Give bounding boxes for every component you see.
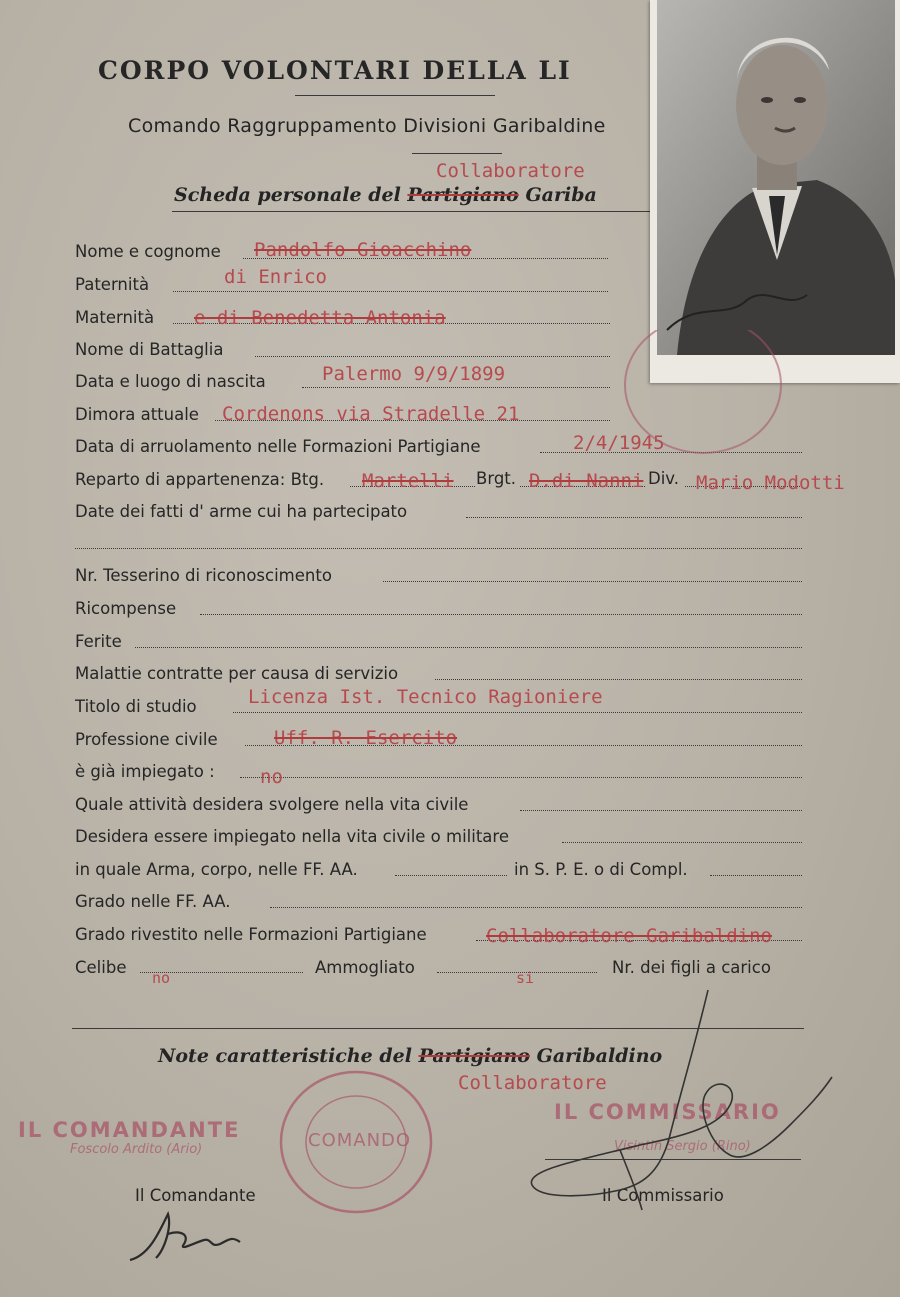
commissario-signature-icon [520,985,850,1215]
arma-line [395,875,507,876]
notes-correction: Collaboratore [458,1072,607,1094]
titolo-line [233,712,802,713]
desidera-line [562,842,802,843]
portrait-image [657,0,895,355]
form-title [174,184,597,206]
ammogliato-label: Ammogliato [315,958,415,977]
battaglia-line [255,356,610,357]
professione-value: Uff. R. Esercito [274,727,458,749]
nome-value: Pandolfo Gioacchino [254,239,472,261]
ricompense-label: Ricompense [75,599,177,618]
photo-stamp-icon [618,330,788,460]
paternita-line [173,291,608,292]
form-title-correction: Collaboratore [436,160,585,182]
fatti-line-2 [75,548,802,549]
nascita-label: Data e luogo di nascita [75,372,266,391]
paternita-value: di Enrico [224,266,327,288]
commissario-name: Visintin Sergio (Rino) [614,1139,751,1154]
comandante-label: Il Comandante [135,1186,256,1205]
spe-label: in S. P. E. o di Compl. [514,860,688,879]
titolo-label: Titolo di studio [75,697,197,716]
fatti-label: Date dei fatti d' arme cui ha partecipato [75,502,408,521]
document-title: CORPO VOLONTARI DELLA LI [98,56,572,85]
person-portrait-icon [657,0,895,355]
stamp-commissario: IL COMMISSARIO [554,1100,781,1124]
ammogliato-value: si [516,969,535,987]
ferite-line [135,647,802,648]
form-title-underline [172,211,650,212]
grado-ffaa-line [270,907,802,908]
attivita-line [520,810,802,811]
document-subtitle: Comando Raggruppamento Divisioni Garibaldine [128,115,606,137]
commissario-label: Il Commissario [602,1186,724,1205]
comandante-name: Foscolo Ardito (Ario) [70,1142,203,1157]
attivita-label: Quale attività desidera svolgere nella vita civile [75,795,469,814]
dimora-value: Cordenons via Stradelle 21 [222,403,520,425]
div-value: Mario Modotti [696,472,845,494]
form-title-suffix: Gariba [525,184,597,206]
desidera-label: Desidera essere impiegato nella vita civile o militare [75,827,509,846]
tesserino-line [383,581,802,582]
subtitle-underline [412,153,502,154]
malattie-label: Malattie contratte per causa di servizio [75,664,399,683]
dimora-label: Dimora attuale [75,405,199,424]
impiegato-label: è già impiegato : [75,762,215,781]
grado-partigiano-value: Collaboratore Garibaldino [486,925,772,947]
notes-title-suffix: Garibaldino [536,1045,663,1067]
nascita-line [302,387,610,388]
celibe-label: Celibe [75,958,127,977]
title-underline [295,95,495,96]
grado-ffaa-label: Grado nelle FF. AA. [75,892,231,911]
celibe-value: no [152,969,171,987]
maternita-value: e di Benedetta Antonia [194,307,446,329]
spe-line [710,875,802,876]
nascita-value: Palermo 9/9/1899 [322,363,506,385]
malattie-line [435,679,802,680]
arruolamento-label: Data di arruolamento nelle Formazioni Partigiane [75,437,481,456]
arruolamento-value: 2/4/1945 [573,432,665,454]
brgt-value: D.di Nanni [529,470,644,492]
stamp-comandante: IL COMANDANTE [18,1118,241,1142]
impiegato-line [240,777,802,778]
form-title-struck: Partigiano [407,184,519,206]
brgt-label: Brgt. [476,469,517,488]
figli-label: Nr. dei figli a carico [612,958,771,977]
div-label: Div. [648,469,680,488]
grado-partigiano-label: Grado rivestito nelle Formazioni Partigiane [75,925,427,944]
battaglia-label: Nome di Battaglia [75,340,224,359]
btg-value: Martelli [362,470,454,492]
notes-title-prefix: Note caratteristiche del [158,1045,412,1067]
reparto-label: Reparto di appartenenza: Btg. [75,470,325,489]
fatti-line [466,517,802,518]
titolo-value: Licenza Ist. Tecnico Ragioniere [248,686,603,708]
arma-label: in quale Arma, corpo, nelle FF. AA. [75,860,358,879]
impiegato-value: no [260,766,283,788]
comandante-signature-icon [120,1200,260,1270]
ricompense-line [200,614,802,615]
ferite-label: Ferite [75,632,122,651]
comando-stamp [278,1068,434,1216]
stamp-comando-text: COMANDO [308,1130,412,1151]
nome-label: Nome e cognome [75,242,221,261]
notes-title-struck: Partigiano [418,1045,530,1067]
tesserino-label: Nr. Tesserino di riconoscimento [75,566,332,585]
paternita-label: Paternità [75,275,150,294]
professione-label: Professione civile [75,730,218,749]
maternita-label: Maternità [75,308,155,327]
portrait-photo [650,0,900,383]
form-title-prefix: Scheda personale del [174,184,401,206]
